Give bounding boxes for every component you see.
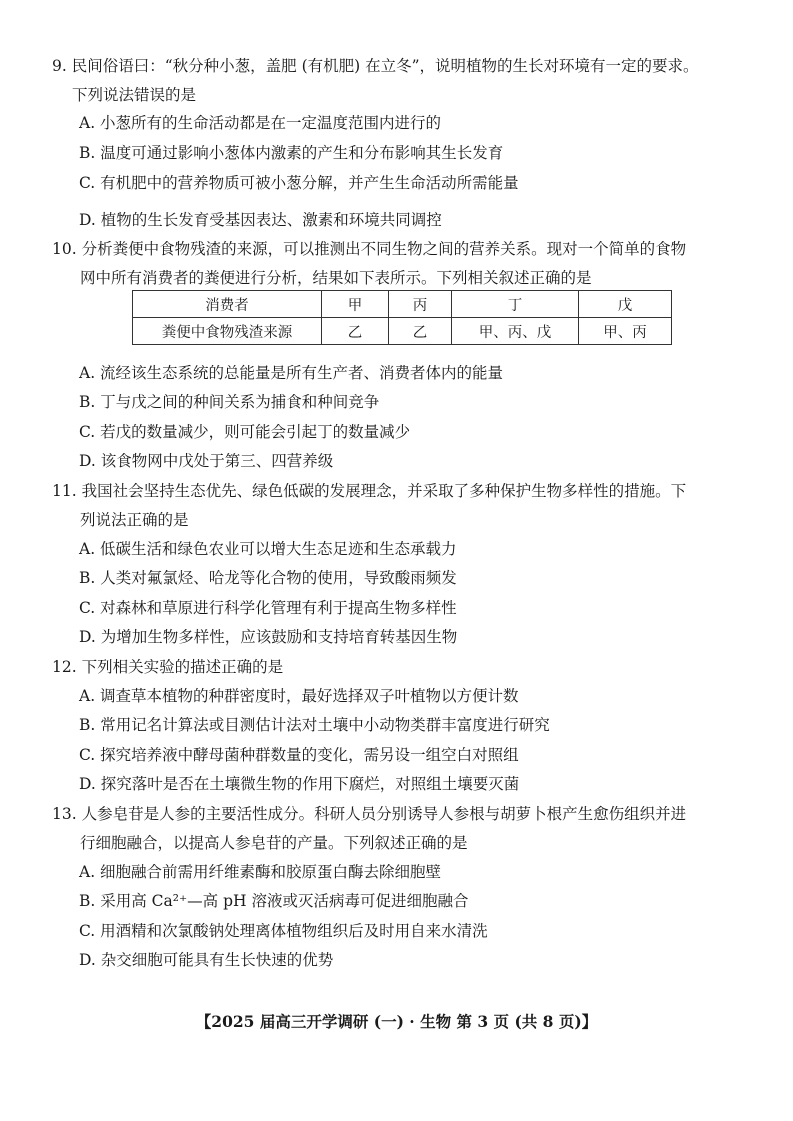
table-cell: 丙 <box>389 291 452 318</box>
question-11-option-d: D. 为增加生物多样性，应该鼓励和支持培育转基因生物 <box>79 628 458 646</box>
question-13-stem-line1: 13. 人参皂苷是人参的主要活性成分。科研人员分别诱导人参根与胡萝卜根产生愈伤组织并进 <box>52 805 687 823</box>
table-cell: 乙 <box>322 318 389 345</box>
question-10-stem-line1: 10. 分析粪便中食物残渣的来源，可以推测出不同生物之间的营养关系。现对一个简单的食物 <box>52 240 687 258</box>
question-13-option-c: C. 用酒精和次氯酸钠处理离体植物组织后及时用自来水清洗 <box>79 922 488 940</box>
question-13-option-d: D. 杂交细胞可能具有生长快速的优势 <box>79 951 334 969</box>
table-cell: 消费者 <box>133 291 322 318</box>
table-cell: 甲、丙、戊 <box>452 318 579 345</box>
question-10-option-a: A. 流经该生态系统的总能量是所有生产者、消费者体内的能量 <box>79 364 504 382</box>
table-cell: 丁 <box>452 291 579 318</box>
table-cell: 粪便中食物残渣来源 <box>133 318 322 345</box>
question-13-option-a: A. 细胞融合前需用纤维素酶和胶原蛋白酶去除细胞壁 <box>79 863 442 881</box>
table-row <box>133 318 672 345</box>
page-footer: 【2025 届高三开学调研 (一) · 生物 第 3 页 (共 8 页)】 <box>195 1012 598 1031</box>
question-11-option-b: B. 人类对氟氯烃、哈龙等化合物的使用，导致酸雨频发 <box>79 569 457 587</box>
question-9-option-d: D. 植物的生长发育受基因表达、激素和环境共同调控 <box>79 211 442 229</box>
question-10-option-b: B. 丁与戊之间的种间关系为捕食和种间竞争 <box>79 393 380 411</box>
question-12-option-d: D. 探究落叶是否在土壤微生物的作用下腐烂，对照组土壤要灭菌 <box>79 775 520 793</box>
question-11 <box>52 477 752 535</box>
question-10-option-c: C. 若戊的数量减少，则可能会引起丁的数量减少 <box>79 423 411 441</box>
question-12-option-b: B. 常用记名计算法或目测估计法对土壤中小动物类群丰富度进行研究 <box>79 716 550 734</box>
question-12-option-c: C. 探究培养液中酵母菌种群数量的变化，需另设一组空白对照组 <box>79 746 519 764</box>
consumer-feces-table <box>132 290 672 345</box>
question-9-stem-line2: 下列说法错误的是 <box>72 86 197 104</box>
table-cell: 甲、丙 <box>579 318 672 345</box>
question-11-option-c: C. 对森林和草原进行科学化管理有利于提高生物多样性 <box>79 599 457 617</box>
table-cell: 甲 <box>322 291 389 318</box>
table-header-row <box>133 291 672 318</box>
question-12 <box>52 653 752 682</box>
question-10 <box>52 235 752 293</box>
question-13 <box>52 800 752 858</box>
question-12-option-a: A. 调查草本植物的种群密度时，最好选择双子叶植物以方便计数 <box>79 687 519 705</box>
question-9-stem-line1: 9. 民间俗语曰：“秋分种小葱，盖肥 (有机肥) 在立冬”，说明植物的生长对环境有一定的要求。 <box>52 57 699 75</box>
question-10-stem-line2: 网中所有消费者的粪便进行分析，结果如下表所示。下列相关叙述正确的是 <box>80 269 592 287</box>
question-10-option-d: D. 该食物网中戊处于第三、四营养级 <box>79 452 334 470</box>
question-9-option-a: A. 小葱所有的生命活动都是在一定温度范围内进行的 <box>79 114 442 132</box>
question-11-stem-line1: 11. 我国社会坚持生态优先、绿色低碳的发展理念，并采取了多种保护生物多样性的措施。下 <box>52 482 687 500</box>
question-11-stem-line2: 列说法正确的是 <box>80 511 189 529</box>
question-12-stem-line1: 12. 下列相关实验的描述正确的是 <box>52 658 284 676</box>
question-11-option-a: A. 低碳生活和绿色农业可以增大生态足迹和生态承载力 <box>79 540 457 558</box>
question-9-option-c: C. 有机肥中的营养物质可被小葱分解，并产生生命活动所需能量 <box>79 174 519 192</box>
table-cell: 乙 <box>389 318 452 345</box>
question-13-stem-line2: 行细胞融合，以提高人参皂苷的产量。下列叙述正确的是 <box>80 834 468 852</box>
question-9 <box>52 52 752 110</box>
table-cell: 戊 <box>579 291 672 318</box>
question-13-option-b: B. 采用高 Ca²⁺—高 pH 溶液或灭活病毒可促进细胞融合 <box>79 892 469 910</box>
question-9-option-b: B. 温度可通过影响小葱体内激素的产生和分布影响其生长发育 <box>79 144 504 162</box>
